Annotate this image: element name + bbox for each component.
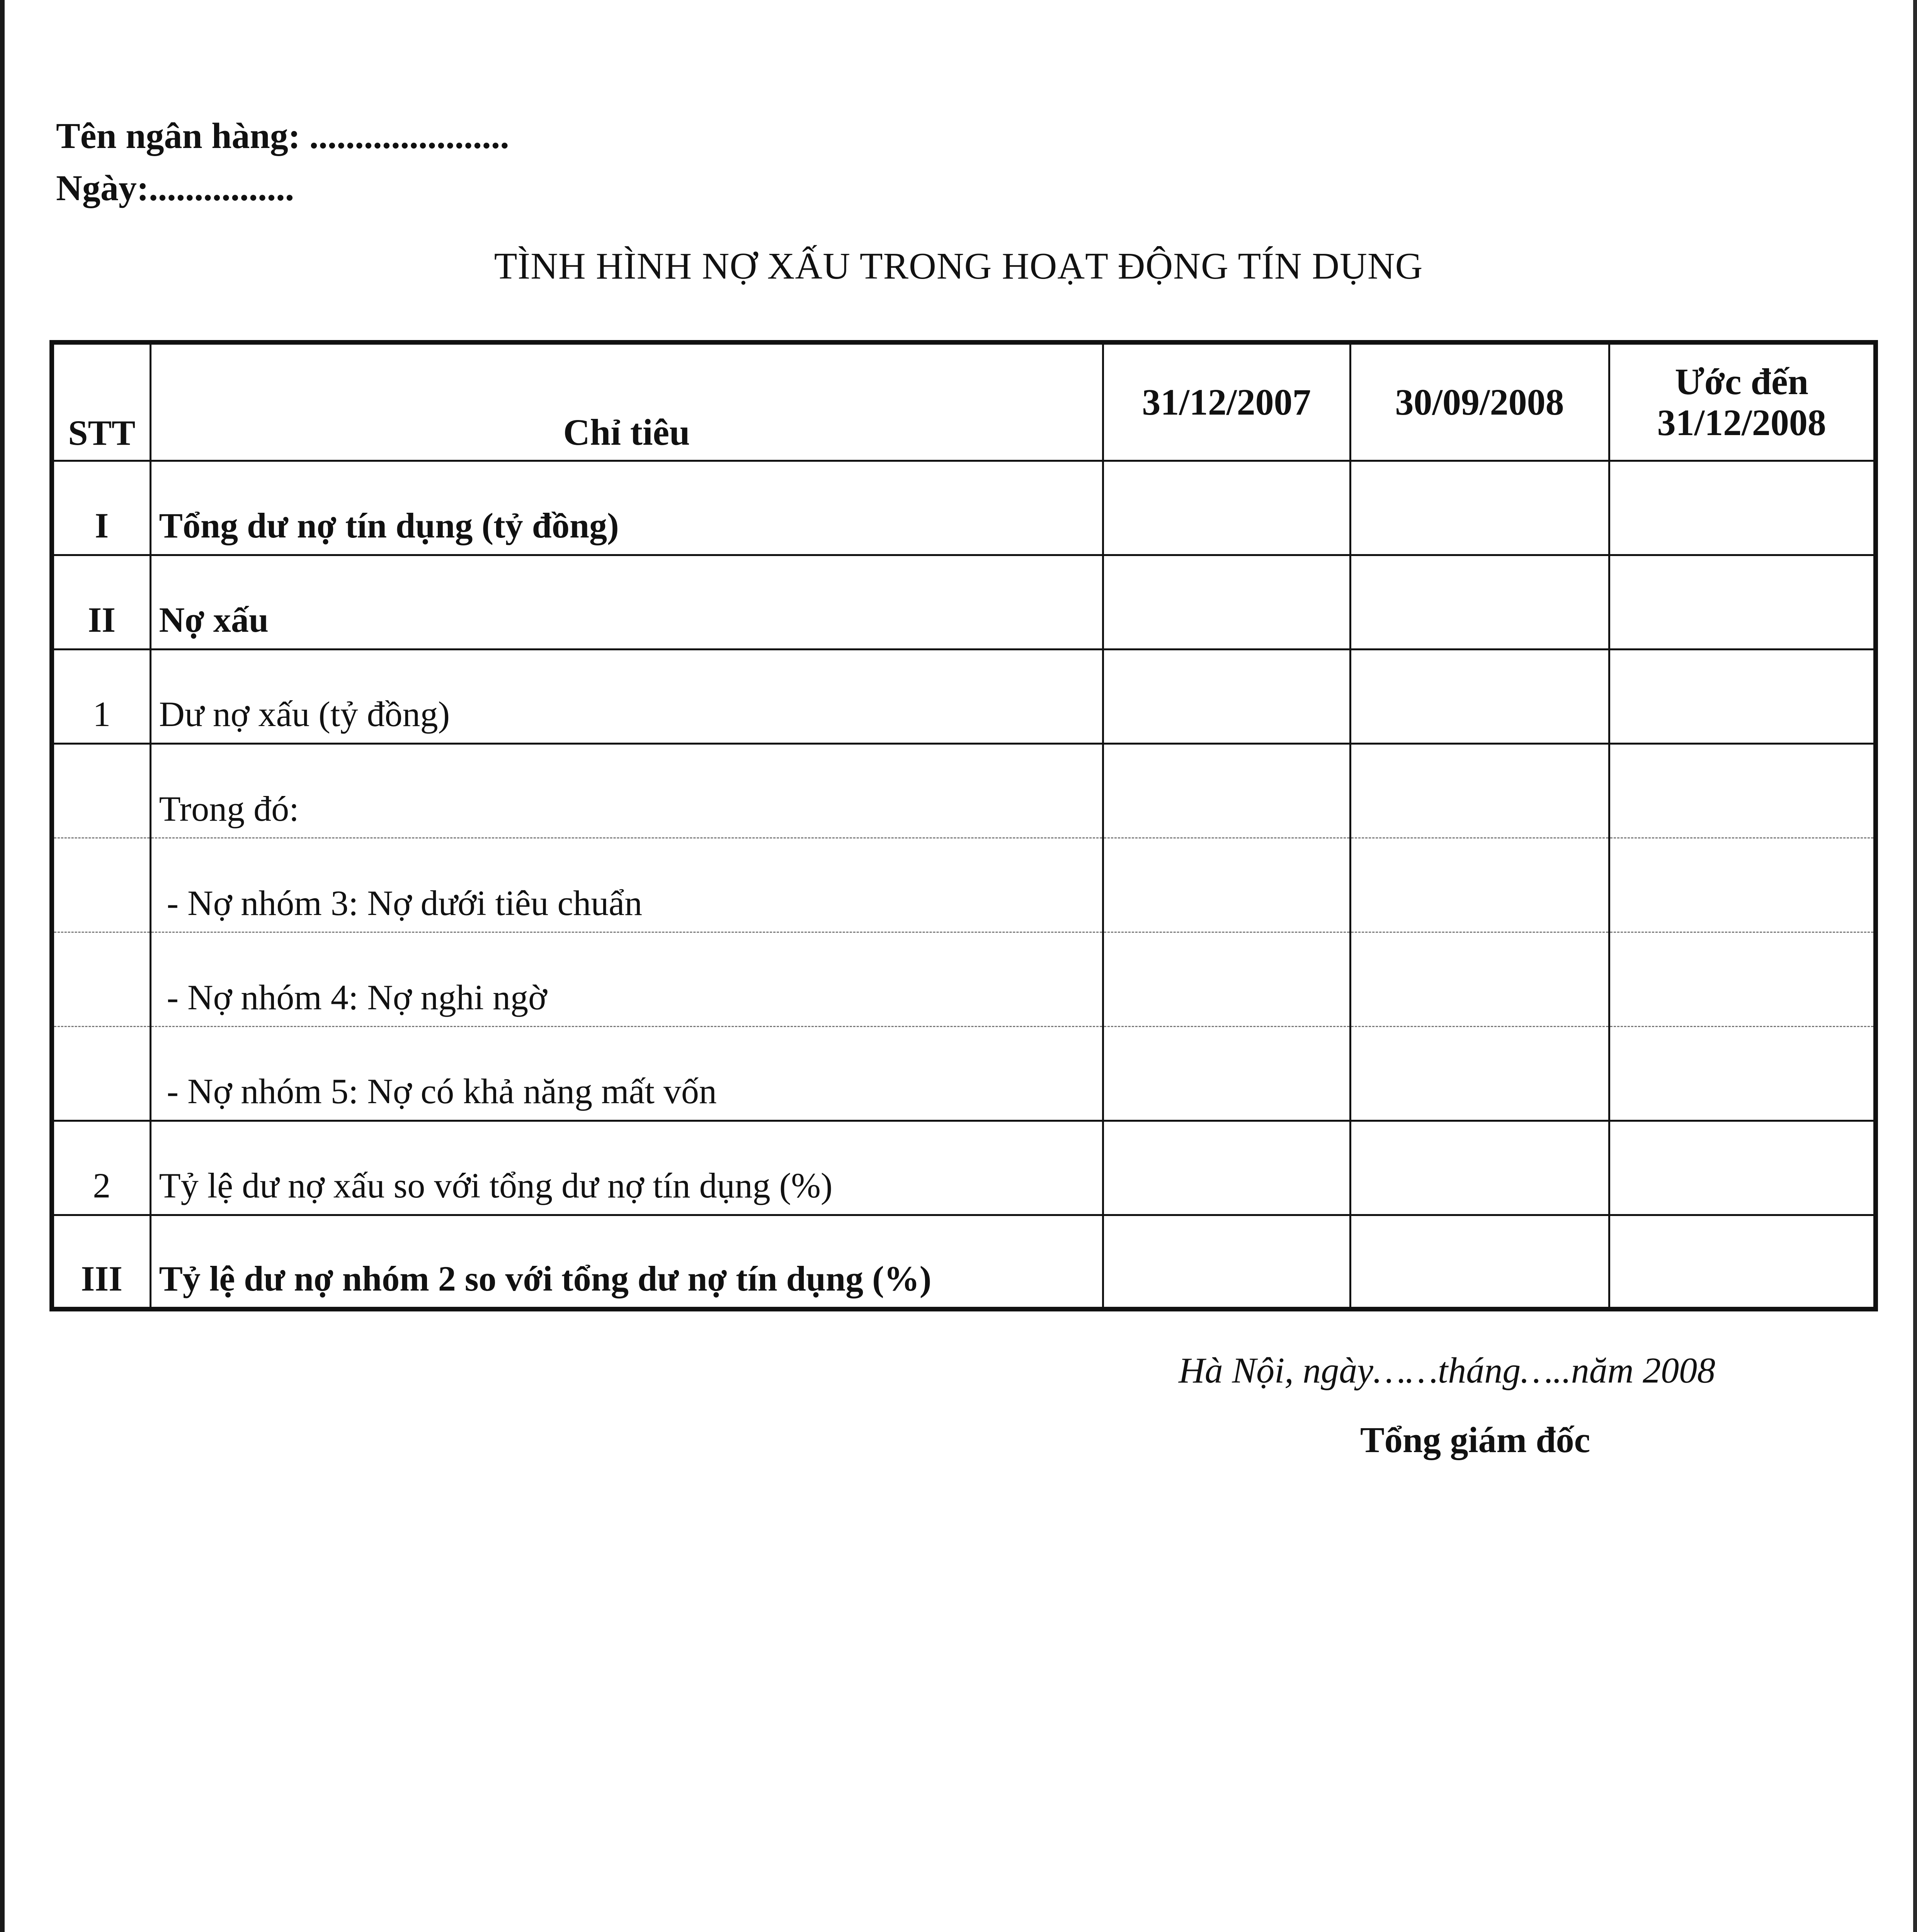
column-header-2007: 31/12/2007 <box>1103 342 1350 461</box>
row-stt: 2 <box>52 1121 150 1215</box>
row-value-2008-estimate <box>1609 1026 1876 1121</box>
bank-name-label: Tên ngân hàng: ...................... <box>56 116 509 156</box>
table-row <box>52 649 1876 743</box>
row-value-2007 <box>1103 932 1350 1026</box>
place-and-date: Hà Nội, ngày……tháng…..năm 2008 <box>1179 1350 1716 1391</box>
row-label: - Nợ nhóm 4: Nợ nghi ngờ <box>150 932 1103 1026</box>
scan-right-edge <box>1913 0 1917 1932</box>
row-label: Nợ xấu <box>150 555 1103 649</box>
row-value-2008-sep <box>1350 649 1609 743</box>
row-value-2007 <box>1103 649 1350 743</box>
row-value-2007 <box>1103 1026 1350 1121</box>
row-value-2008-estimate <box>1609 743 1876 838</box>
row-label: Dư nợ xấu (tỷ đồng) <box>150 649 1103 743</box>
table-header-row <box>52 342 1876 461</box>
row-value-2007 <box>1103 1121 1350 1215</box>
table-row <box>52 932 1876 1026</box>
row-stt: I <box>52 461 150 555</box>
bad-debt-table <box>49 340 1878 1311</box>
row-value-2007 <box>1103 743 1350 838</box>
row-value-2007 <box>1103 555 1350 649</box>
row-stt: II <box>52 555 150 649</box>
column-header-stt: STT <box>52 342 150 461</box>
row-value-2007 <box>1103 1215 1350 1309</box>
document-title: TÌNH HÌNH NỢ XẤU TRONG HOẠT ĐỘNG TÍN DỤNG <box>494 245 1423 287</box>
table-row <box>52 838 1876 932</box>
row-value-2008-sep <box>1350 1121 1609 1215</box>
table-row <box>52 1026 1876 1121</box>
row-value-2007 <box>1103 838 1350 932</box>
row-stt <box>52 932 150 1026</box>
date-label: Ngày:................ <box>56 168 294 208</box>
column-header-estimate-line2: 31/12/2008 <box>1657 401 1826 443</box>
row-value-2008-estimate <box>1609 932 1876 1026</box>
row-stt <box>52 743 150 838</box>
row-value-2008-estimate <box>1609 649 1876 743</box>
column-header-2008-sep: 30/09/2008 <box>1350 342 1609 461</box>
table-row <box>52 1121 1876 1215</box>
row-value-2007 <box>1103 461 1350 555</box>
row-value-2008-estimate <box>1609 555 1876 649</box>
column-header-estimate-line1: Ước đến <box>1675 361 1809 403</box>
row-stt: 1 <box>52 649 150 743</box>
row-stt: III <box>52 1215 150 1309</box>
row-value-2008-sep <box>1350 1215 1609 1309</box>
row-value-2008-sep <box>1350 743 1609 838</box>
row-value-2008-estimate <box>1609 1121 1876 1215</box>
row-stt <box>52 838 150 932</box>
column-header-2008-estimate <box>1609 342 1876 461</box>
table-row <box>52 1215 1876 1309</box>
table-row <box>52 555 1876 649</box>
row-stt <box>52 1026 150 1121</box>
row-value-2008-sep <box>1350 461 1609 555</box>
row-label: Tỷ lệ dư nợ xấu so với tổng dư nợ tín dụng (%) <box>150 1121 1103 1215</box>
row-value-2008-sep <box>1350 1026 1609 1121</box>
row-value-2008-sep <box>1350 932 1609 1026</box>
row-label: - Nợ nhóm 3: Nợ dưới tiêu chuẩn <box>150 838 1103 932</box>
row-value-2008-estimate <box>1609 461 1876 555</box>
row-label: Tỷ lệ dư nợ nhóm 2 so với tổng dư nợ tín dụng (%) <box>150 1215 1103 1309</box>
row-value-2008-estimate <box>1609 838 1876 932</box>
column-header-indicator: Chỉ tiêu <box>150 342 1103 461</box>
row-label: Trong đó: <box>150 743 1103 838</box>
table-row <box>52 743 1876 838</box>
row-label: - Nợ nhóm 5: Nợ có khả năng mất vốn <box>150 1026 1103 1121</box>
row-value-2008-sep <box>1350 555 1609 649</box>
signer-title: Tổng giám đốc <box>1360 1420 1590 1460</box>
scan-left-edge <box>0 0 5 1932</box>
row-value-2008-estimate <box>1609 1215 1876 1309</box>
row-label: Tổng dư nợ tín dụng (tỷ đồng) <box>150 461 1103 555</box>
row-value-2008-sep <box>1350 838 1609 932</box>
table-row <box>52 461 1876 555</box>
